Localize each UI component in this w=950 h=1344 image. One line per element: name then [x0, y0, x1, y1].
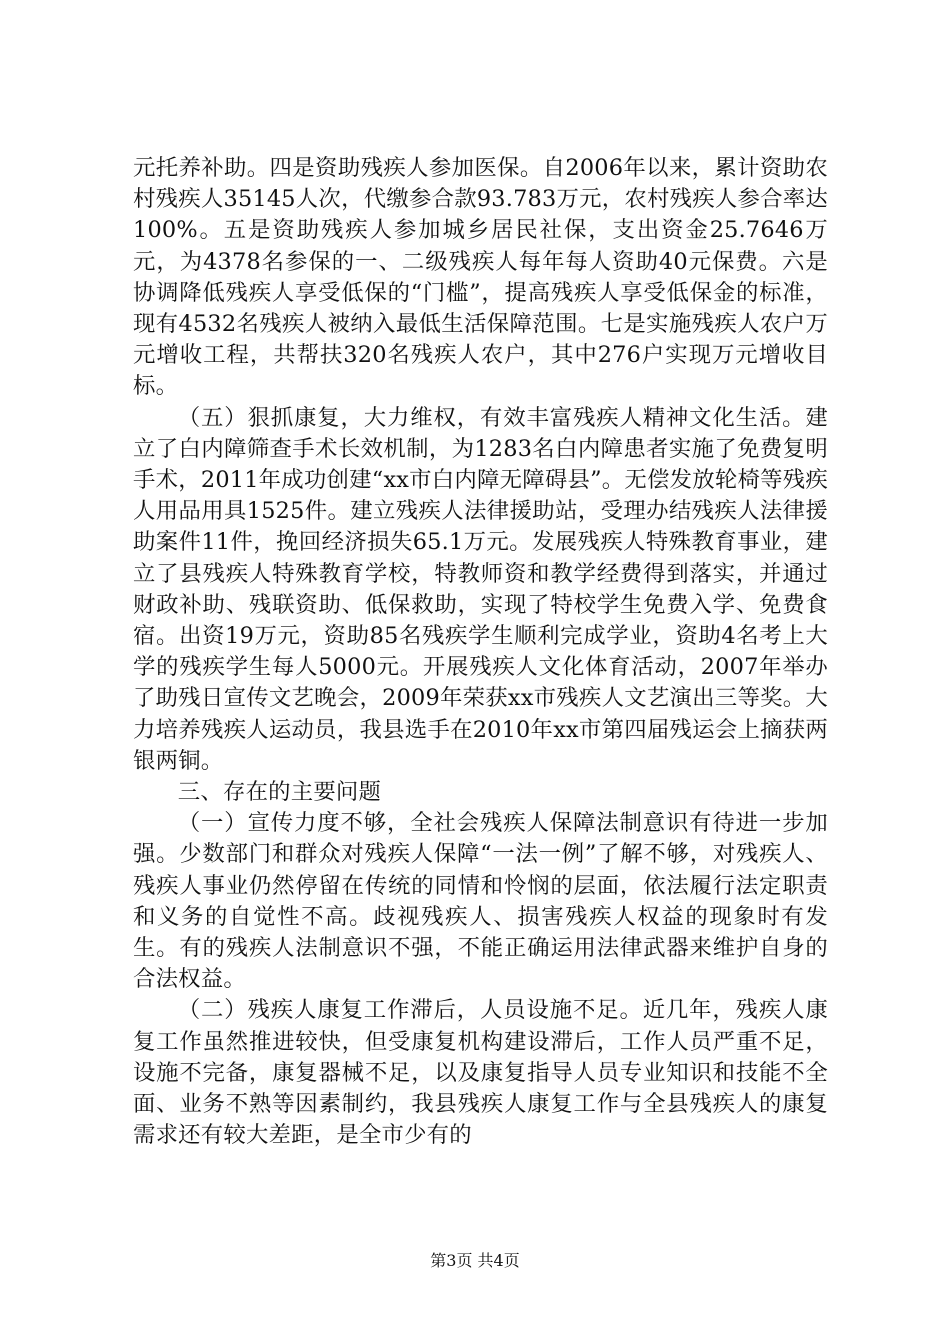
page-footer: 第3页 共4页: [430, 1251, 520, 1270]
paragraph-problem-1: （一）宣传力度不够，全社会残疾人保障法制意识有待进一步加强。少数部门和群众对残疾人保障“一法一例”了解不够，对残疾人、残疾人事业仍然停留在传统的同情和怜悯的层面，依法履行法定职责和义务的自觉性不高。歧视残疾人、损害残疾人权益的现象时有发生。有的残疾人法制意识不强，不能正确运用法律武器来维护自身的合法权益。: [133, 810, 828, 993]
paragraph-section-5: （五）狠抓康复，大力维权，有效丰富残疾人精神文化生活。建立了白内障筛查手术长效机制，为1283名白内障患者实施了免费复明手术，2011年成功创建“xx市白内障无障碍县”。无偿发放轮椅等残疾人用品用具1525件。建立残疾人法律援助站，受理办结残疾人法律援助案件11件，挽回经济损失65.1万元。发展残疾人特殊教育事业，建立了县残疾人特殊教育学校，特教师资和教学经费得到落实，并通过财政补助、残联资助、低保救助，实现了特校学生免费入学、免费食宿。出资19万元，资助85名残疾学生顺利完成学业，资助4名考上大学的残疾学生每人5000元。开展残疾人文化体育活动，2007年举办了助残日宣传文艺晚会，2009年荣获xx市残疾人文艺演出三等奖。大力培养残疾人运动员，我县选手在2010年xx市第四届残运会上摘获两银两铜。: [133, 404, 828, 774]
paragraph-problem-2: （二）残疾人康复工作滞后，人员设施不足。近几年，残疾人康复工作虽然推进较快，但受康复机构建设滞后，工作人员严重不足，设施不完备，康复器械不足，以及康复指导人员专业知识和技能不全面、业务不熟等因素制约，我县残疾人康复工作与全县残疾人的康复需求还有较大差距，是全市少有的: [133, 997, 828, 1149]
document-body: [133, 153, 828, 1152]
paragraph-continuation: 元托养补助。四是资助残疾人参加医保。自2006年以来，累计资助农村残疾人35145人次，代缴参合款93.783万元，农村残疾人参合率达100%。五是资助残疾人参加城乡居民社保，支出资金25.7646万元，为4378名参保的一、二级残疾人每年每人资助40元保费。六是协调降低残疾人享受低保的“门槛”，提高残疾人享受低保金的标准，现有4532名残疾人被纳入最低生活保障范围。七是实施残疾人农户万元增收工程，共帮扶320名残疾人农户，其中276户实现万元增收目标。: [133, 155, 828, 400]
section-heading-problems: 三、存在的主要问题: [177, 779, 382, 806]
